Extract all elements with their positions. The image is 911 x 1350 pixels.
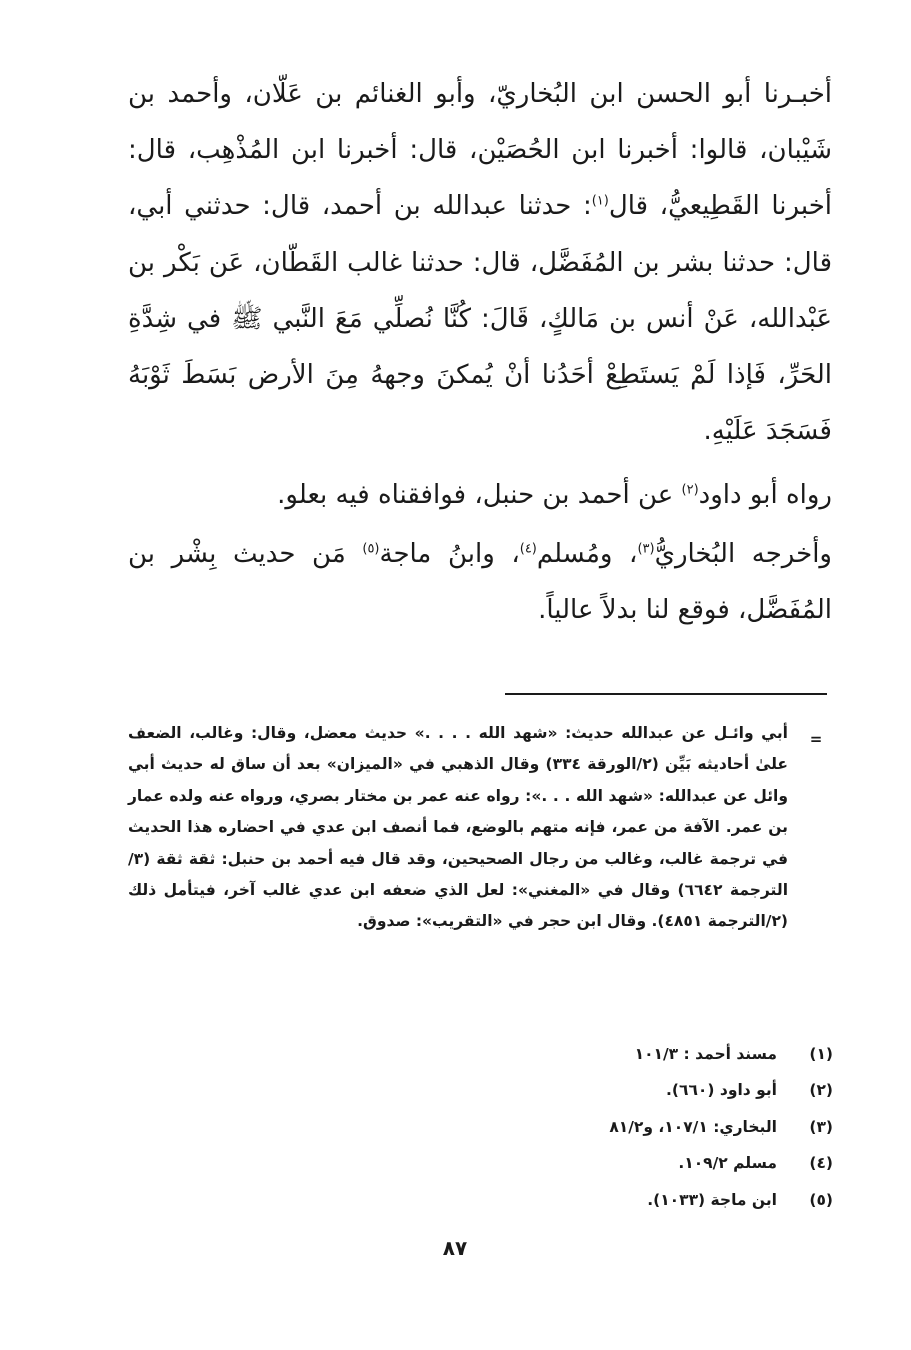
- hadith-paragraph: [128, 66, 832, 459]
- paragraph-text: أخبـرنا أبو الحسن ابن البُخاريّ، وأبو الغنائم بن عَلّان، وأحمد بن شَيْبان، قالوا: أخبرنا ابن الحُصَيْن، قال: أخبرنا ابن المُذْهِب، قال: أخبرنا القَطِيعيُّ، قال: [128, 79, 832, 222]
- footnote-text: ابن ماجة (١٠٣٣).: [647, 1190, 777, 1209]
- footnote-text: البخاري: ١٠٧/١، و٨١/٢: [609, 1117, 777, 1136]
- footnote-item: [400, 1036, 833, 1072]
- footnote-item: [400, 1182, 833, 1218]
- footnote-reference: (٢): [681, 482, 699, 498]
- footnote-number: (٥): [809, 1190, 833, 1209]
- main-text: [128, 66, 832, 638]
- footnote-number: (٣): [809, 1117, 833, 1136]
- takhrij-paragraph: [128, 526, 832, 638]
- paragraph-text: وأخرجه البُخاريُّ: [654, 538, 832, 569]
- attribution-paragraph: [128, 467, 832, 523]
- footnote-continuation: أبي وائـل عن عبدالله حديث: «شهد الله . . . .» حديث معضل، وقال: وغالب، الضعف علىٰ أحاديثه بَيِّن (٢/الورقة ٣٣٤) وقال الذهبي في «الميزان» بعد أن ساق له حديث أبي وائل عن عبدالله: «شهد الله . . .»: رواه عنه عمر بن مختار بصري، ورواه عنه ولده عمار بن عمر. الآفة من عمر، فإنه متهم بالوضع، فما أنصف ابن عدي في احضاره هذا الحديث في ترجمة غالب، وغالب من رجال الصحيحين، وقد قال فيه أحمد بن حنبل: ثقة ثقة (٣/الترجمة ٦٦٤٢) وقال في «المغني»: لعل الذي ضعفه ابن عدي غالب آخر، فيتأمل ذلك (٢/الترجمة ٤٨٥١). وقال ابن حجر في «التقريب»: صدوق.: [128, 724, 789, 931]
- continuation-marker: =: [809, 730, 823, 748]
- footnote-number: (٢): [809, 1081, 833, 1100]
- footnote-separator: [505, 693, 827, 695]
- footnote-number: (١): [809, 1045, 833, 1063]
- paragraph-text: ، وابنُ ماجة: [379, 538, 520, 569]
- paragraph-text: رواه أبو داود: [698, 480, 832, 511]
- paragraph-text: مَن حديث بِشْر بن المُفَضَّل، فوقع لنا بدلاً عالياً.: [128, 538, 832, 625]
- paragraph-text: ، ومُسلم: [536, 538, 638, 569]
- footnote-reference: (٤): [519, 540, 537, 556]
- paragraph-text: عن أحمد بن حنبل، فوافقناه فيه بعلو.: [277, 480, 682, 511]
- footnote-text: مسلم ١٠٩/٢.: [678, 1154, 777, 1173]
- footnote-list: [400, 1036, 833, 1218]
- footnote-number: (٤): [809, 1154, 833, 1173]
- footnote-item: [400, 1109, 833, 1145]
- footnote-item: [400, 1145, 833, 1181]
- footnote-text: أبو داود (٦٦٠).: [666, 1081, 777, 1100]
- footnote-reference: (١): [591, 193, 609, 209]
- footnote-item: [400, 1072, 833, 1108]
- paragraph-text: : حدثنا عبدالله بن أحمد، قال: حدثني أبي، قال: حدثنا بشر بن المُفَضَّل، قال: حدثنا غالب القَطّان، عَن بَكْر بن عَبْدالله، عَنْ أنس بن مَالكٍ، قَالَ: كُنَّا نُصلِّي مَعَ النَّبي ﷺ في شِدَّةِ الحَرِّ، فَإذا لَمْ يَستَطِعْ أحَدُنا أنْ يُمكنَ وجههُ مِنَ الأرض بَسَطَ ثَوْبَهُ فَسَجَدَ عَلَيْهِ.: [128, 191, 832, 447]
- page-number: ٨٧: [442, 1236, 468, 1260]
- footnote-text: مسند أحمد : ١٠١/٣: [634, 1045, 777, 1063]
- footnote-reference: (٣): [637, 540, 655, 556]
- footnote-reference: (٥): [362, 540, 380, 556]
